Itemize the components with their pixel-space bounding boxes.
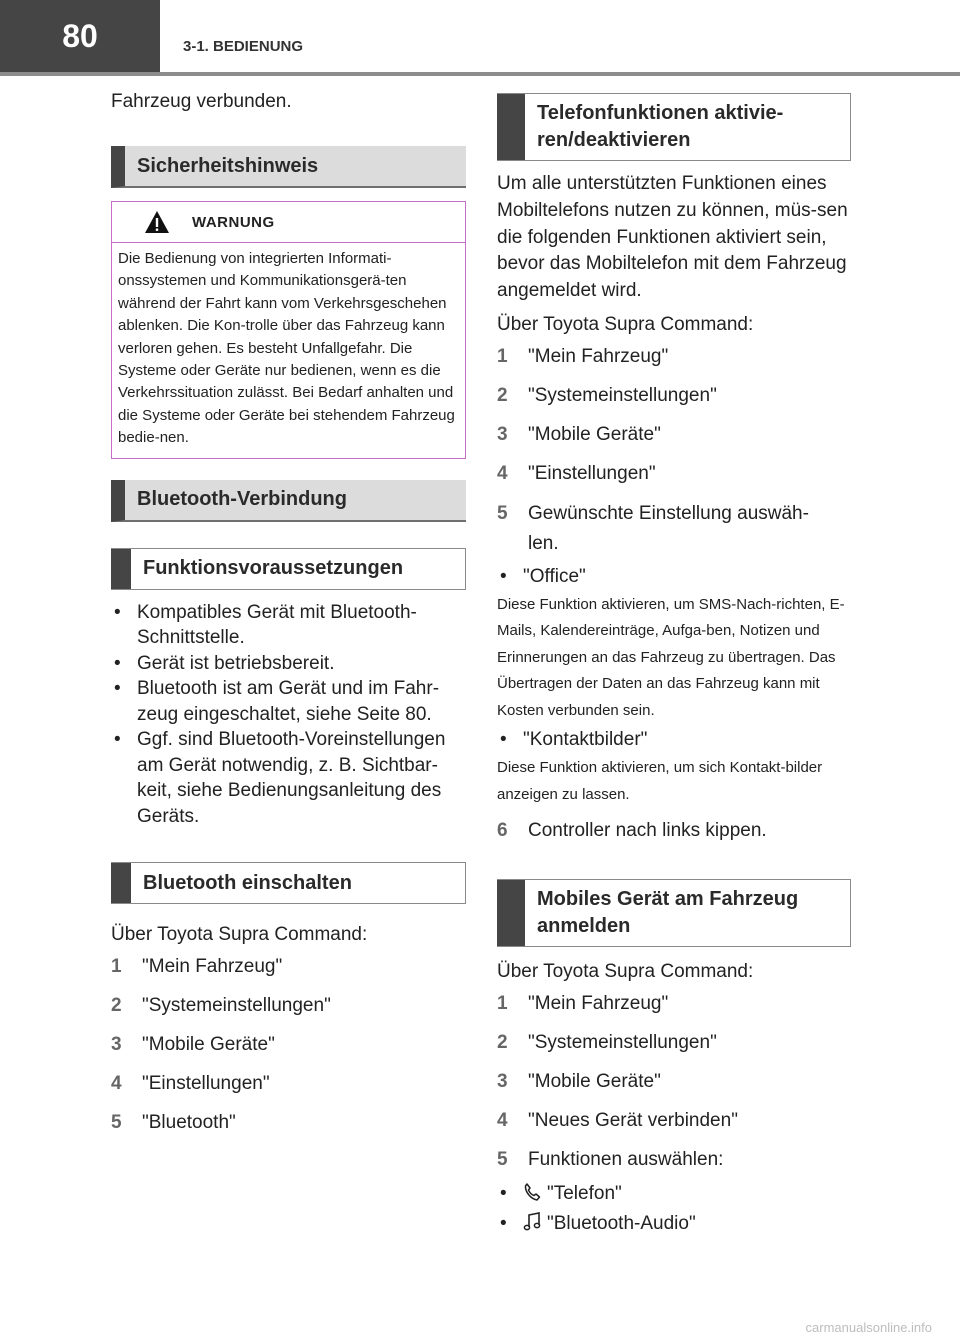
step-text: Gewünschte Einstellung auswäh-len. [528,502,809,554]
step-number: 5 [497,502,508,524]
right-column [497,93,852,1237]
office-description: Diese Funktion aktivieren, um SMS-Nach-richten, E-Mails, Kalendereinträge, Aufga-ben, Notizen und Erinnerungen an das Fahrzeug zu übertragen. Das Übertragen der Daten an das Fahrzeug kann mit Kosten verbunden sein. [497,595,845,719]
phone-steps [497,343,852,559]
requirements-heading-text: Funktionsvoraussetzungen [143,557,404,580]
step-number: 1 [497,993,508,1015]
phone-icon [523,1182,541,1202]
step-text: "Mobile Geräte" [142,1034,275,1056]
step-number: 3 [497,423,508,445]
step-item [497,421,852,448]
enable-bluetooth-heading [111,862,466,904]
step-item [497,499,852,559]
step-number: 3 [497,1071,508,1093]
step-number: 2 [497,384,508,406]
via-command-text: Über Toyota Supra Command: [497,961,754,983]
phone-heading-text: Telefonfunktionen aktivie-ren/deaktivieren [537,102,784,151]
via-command-text: Über Toyota Supra Command: [497,313,754,335]
list-item: • Gerät ist betriebsbereit. [111,651,466,677]
register-heading-text: Mobiles Gerät am Fahrzeug anmelden [537,888,799,938]
list-item: • Kompatibles Gerät mit Bluetooth-Schnittstelle. [111,600,466,651]
warning-text: Die Bedienung von integrierten Informati-onssystemen und Kommunikationsgerä-ten während der Fahrt kann vom Verkehrsgeschehen ablenken. Die Kon-trolle über das Fahrzeug kann verloren gehen. Es besteht Unfallgefahr. Die Systeme oder Geräte nur bedienen, wenn es die Verkehrssituation zulässt. Bei Bedarf anhalten und die Systeme oder Geräte bei stehendem Fahrzeug bedie-nen. [118,250,455,447]
list-item: • Bluetooth ist am Gerät und im Fahr-zeug eingeschaltet, siehe Seite 80. [111,676,466,727]
warning-label: WARNUNG [192,213,275,231]
step-item [497,990,852,1017]
step-item [111,953,466,980]
function-audio [497,1210,852,1237]
warning-box [111,201,466,459]
office-option: • "Office" [497,563,852,590]
warning-header [112,202,465,243]
step-number: 2 [111,995,122,1017]
step-item [111,1070,466,1097]
requirements-list [111,600,466,830]
step-item [111,992,466,1019]
contacts-option: • "Kontaktbilder" [497,726,852,753]
step-number: 4 [497,462,508,484]
step-number: 4 [497,1110,508,1132]
step-text: "Mein Fahrzeug" [528,345,669,367]
step-text: "Mobile Geräte" [528,423,661,445]
step-number: 5 [497,1149,508,1171]
bluetooth-connection-heading: Bluetooth-Verbindung [111,480,466,522]
step-text: "Mein Fahrzeug" [528,993,669,1015]
function-audio-label: "Bluetooth-Audio" [547,1213,696,1235]
contacts-description: Diese Funktion aktivieren, um sich Kontakt-bilder anzeigen zu lassen. [497,759,823,803]
step-item [497,460,852,487]
step-item [497,817,852,844]
header-rule [0,72,960,76]
step-item [111,1031,466,1058]
step-text: "Systemeinstellungen" [142,995,331,1017]
step-text: "Einstellungen" [142,1073,270,1095]
safety-heading: Sicherheitshinweis [111,146,466,188]
watermark-text: carmanualsonline.info [805,1320,932,1335]
heading-bar [497,94,525,160]
left-column [111,88,466,1136]
step-text: "Einstellungen" [528,462,656,484]
requirements-heading [111,548,466,590]
step-number: 2 [497,1032,508,1054]
step-item [497,1068,852,1095]
step-number: 6 [497,820,508,842]
register-device-heading [497,879,851,947]
step-number: 1 [111,956,122,978]
step-text: "Bluetooth" [142,1112,236,1134]
step-text: Controller nach links kippen. [528,820,767,842]
function-phone [497,1180,852,1207]
register-steps [497,990,852,1173]
step-number: 4 [111,1073,122,1095]
music-note-icon [523,1212,541,1232]
step-item [497,1029,852,1056]
enable-heading-text: Bluetooth einschalten [143,871,352,894]
phone-step-6 [497,817,852,844]
step-item [497,1107,852,1134]
phone-functions-heading [497,93,851,161]
step-item [497,382,852,409]
via-command-text: Über Toyota Supra Command: [111,924,368,946]
list-item: • Ggf. sind Bluetooth-Voreinstellungen am Gerät notwendig, z. B. Sichtbar-keit, siehe Bedienungsanleitung des Geräts. [111,727,466,829]
function-phone-label: "Telefon" [547,1183,622,1205]
step-text: "Mein Fahrzeug" [142,956,283,978]
step-text: "Neues Gerät verbinden" [528,1110,738,1132]
step-item [497,1146,852,1173]
step-text: "Systemeinstellungen" [528,384,717,406]
page-number: 80 [0,0,160,72]
heading-bar [497,880,525,946]
step-item [111,1109,466,1136]
step-number: 1 [497,345,508,367]
heading-bar [111,863,131,903]
step-item [497,343,852,370]
step-number: 5 [111,1112,122,1134]
bluetooth-steps [111,953,466,1136]
intro-text: Fahrzeug verbunden. [111,91,292,112]
warning-icon [144,210,170,234]
chapter-title: 3-1. BEDIENUNG [183,38,304,55]
heading-bar [111,549,131,589]
step-number: 3 [111,1034,122,1056]
step-text: "Systemeinstellungen" [528,1032,717,1054]
phone-intro: Um alle unterstützten Funktionen eines Mobiltelefons nutzen zu können, müs-sen die folgenden Funktionen aktiviert sein, bevor das Mobiltelefon mit dem Fahrzeug angemeldet wird. [497,173,848,302]
step-text: Funktionen auswählen: [528,1149,724,1171]
step-text: "Mobile Geräte" [528,1071,661,1093]
